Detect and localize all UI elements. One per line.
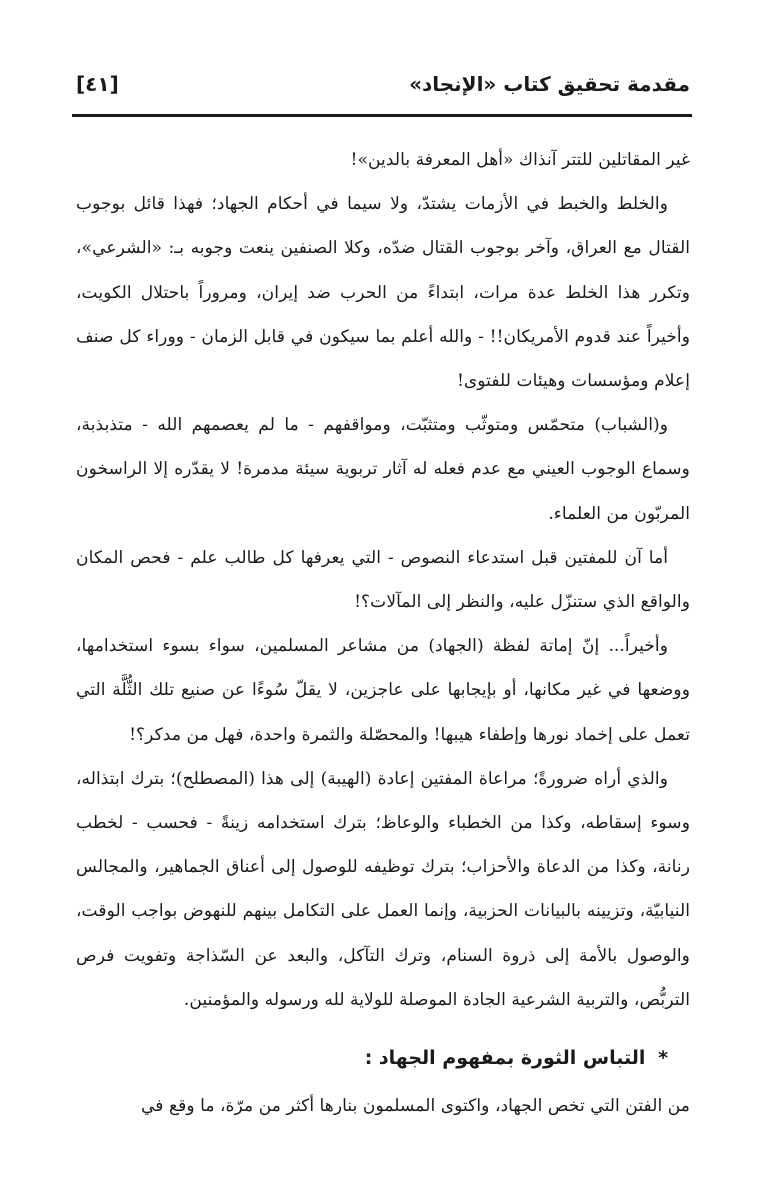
running-header bbox=[76, 66, 690, 106]
paragraph-3: و(الشباب) متحمّس ومتوثّب ومتثبّت، ومواقفهم - ما لم يعصمهم الله - متذبذبة، وسماع الوجوب العيني مع عدم فعله له آثار تربوية سيئة مدمرة! لا يقدّره إلا الراسخون المربّون من العلماء. bbox=[76, 415, 690, 524]
asterisk-icon: * bbox=[658, 1047, 668, 1070]
header-title: مقدمة تحقيق كتاب «الإنجاد» bbox=[409, 72, 690, 96]
section-heading bbox=[76, 1038, 690, 1078]
paragraph-5: وأخيراً... إنّ إماتة لفظة (الجهاد) من مشاعر المسلمين، سواء بسوء استخدامها، ووضعها في غير مكانها، أو بإيجابها على عاجزين، لا يقلّ سُوءًا عن صنيع تلك الثُّلَّة التي تعمل على إخماد نورها وإطفاء هيبها! والمحصّلة والثمرة واحدة، فهل من مدكر؟! bbox=[76, 636, 690, 745]
section-paragraph: من الفتن التي تخص الجهاد، واكتوى المسلمون بنارها أكثر من مرّة، ما وقع في bbox=[140, 1096, 690, 1117]
section-heading-text: التباس الثورة بمفهوم الجهاد : bbox=[364, 1047, 646, 1070]
header-rule bbox=[72, 114, 692, 117]
page-number: [٤١] bbox=[76, 72, 119, 96]
paragraph-1: غير المقاتلين للتتر آنذاك «أهل المعرفة بالدين»! bbox=[350, 150, 690, 170]
paragraph-6: والذي أراه ضرورةً؛ مراعاة المفتين إعادة (الهيبة) إلى هذا (المصطلح)؛ بترك ابتذاله، وسوء إسقاطه، وكذا من الخطباء والوعاظ؛ بترك استخدامه زينةً - فحسب - لخطب رنانة، وكذا من الدعاة والأحزاب؛ بترك توظيفه للوصول إلى أعناق الجماهير، والمجالس النيابيّة، وتزيينه بالبيانات الحزبية، وإنما العمل على التكامل بينهم للنهوض بواجب الوقت، والوصول بالأمة إلى ذروة السنام، وترك التآكل، والبعد عن السّذاجة وتفويت فرص التربُّص، والتربية الشرعية الجادة الموصلة للولاية لله ورسوله والمؤمنين. bbox=[76, 768, 690, 1010]
paragraph-2: والخلط والخبط في الأزمات يشتدّ، ولا سيما في أحكام الجهاد؛ فهذا قائل بوجوب القتال مع العراق، وآخر بوجوب القتال ضدّه، وكلا الصنفين ينعت وجوبه بـ: «الشرعي»، وتكرر هذا الخلط عدة مرات، ابتداءً من الحرب ضد إيران، ومروراً باحتلال الكويت، وأخيراً عند قدوم الأمريكان!! - والله أعلم بما سيكون في قابل الزمان - ووراء كل صنف إعلام ومؤسسات وهيئات للفتوى! bbox=[76, 194, 690, 392]
body-text bbox=[76, 138, 690, 1128]
paragraph-4: أما آن للمفتين قبل استدعاء النصوص - التي يعرفها كل طالب علم - فحص المكان والواقع الذي ستنزّل عليه، والنظر إلى المآلات؟! bbox=[76, 547, 690, 613]
